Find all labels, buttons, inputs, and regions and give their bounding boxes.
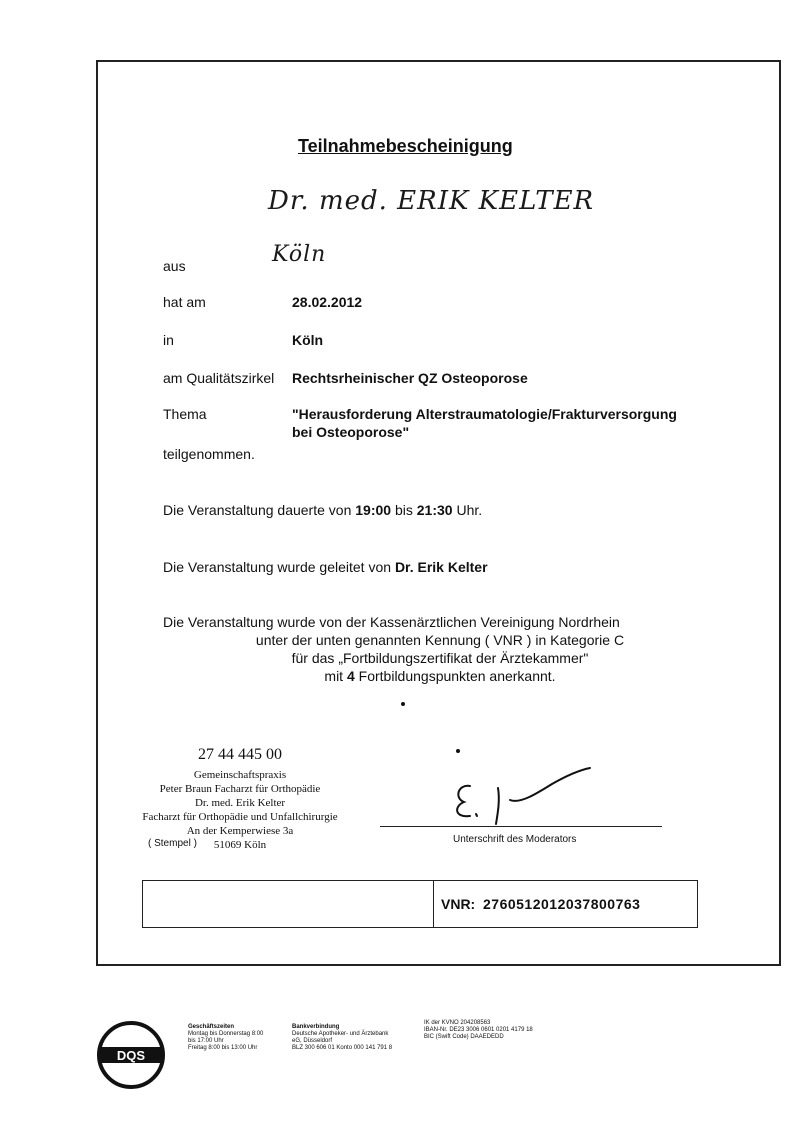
svg-text:DQS: DQS	[116, 1048, 146, 1063]
stamp-line-3: Dr. med. Erik Kelter	[194, 797, 286, 809]
recognition-line-3: für das „Fortbildungszertifikat der Ärztekammer"	[291, 650, 589, 666]
label-hat-am: hat am	[163, 294, 206, 310]
footer-bank-title: Bankverbindung	[292, 1024, 340, 1030]
stamp-line-6: 51069 Köln	[213, 839, 267, 851]
thema-line-1: "Herausforderung Alterstraumatologie/Frakturversorgung	[292, 406, 677, 422]
dot-mark	[401, 702, 405, 706]
recognition-line-1: Die Veranstaltung wurde von der Kassenärztlichen Vereinigung Nordrhein	[163, 614, 620, 630]
recognition-points-prefix: mit	[324, 668, 347, 684]
vnr-box	[142, 880, 698, 928]
stamp-line-4: Facharzt für Orthopädie und Unfallchirurgie	[142, 811, 338, 823]
footer-bank-3: BLZ 300 606 01 Konto 000 141 791 8	[292, 1045, 393, 1051]
date-value: 28.02.2012	[292, 294, 363, 310]
stamp-line-2: Peter Braun Facharzt für Orthopädie	[159, 783, 321, 795]
signature-label: Unterschrift des Moderators	[453, 834, 577, 845]
certificate-title: Teilnahmebescheinigung	[298, 136, 513, 156]
footer-bank-1: Deutsche Apotheker- und Ärztebank	[292, 1031, 389, 1037]
duration-suffix: Uhr.	[452, 502, 483, 518]
stamp-line-1: Gemeinschaftspraxis	[193, 769, 287, 781]
label-qz: am Qualitätszirkel	[163, 370, 275, 386]
duration-prefix: Die Veranstaltung dauerte von	[163, 502, 356, 518]
footer-bic: BIC (Swift Code) DAAEDEDD	[424, 1034, 504, 1040]
footer-hours-title: Geschäftszeiten	[188, 1024, 235, 1030]
place-value: Köln	[292, 332, 324, 348]
dot-mark	[456, 749, 460, 753]
origin-handwritten: Köln	[272, 242, 327, 267]
footer-hours-2: bis 17:00 Uhr	[188, 1038, 224, 1044]
recognition-line-4	[120, 668, 760, 684]
recognition-points: 4	[346, 668, 355, 684]
stamp-label: ( Stempel )	[148, 838, 197, 849]
vnr-divider	[433, 881, 434, 927]
footer-hours	[188, 1024, 263, 1052]
label-aus: aus	[163, 258, 186, 274]
recognition-line-2: unter der unten genannten Kennung ( VNR ) in Kategorie C	[255, 632, 625, 648]
moderator-signature	[440, 764, 620, 828]
vnr-value: 2760512012037800763	[483, 896, 641, 912]
stamp-number: 27 44 445 00	[198, 746, 282, 763]
recognition-points-suffix: Fortbildungspunkten anerkannt.	[354, 668, 556, 684]
footer-ids	[424, 1020, 533, 1041]
participant-name-handwritten: Dr. med. ERIK KELTER	[268, 186, 595, 216]
stamp-line-5: An der Kemperwiese 3a	[186, 825, 294, 837]
duration-sentence	[163, 502, 482, 518]
label-in: in	[163, 332, 174, 348]
footer-ik: IK der KVNO 204208563	[424, 1020, 491, 1026]
duration-start: 19:00	[355, 502, 392, 518]
leader-sentence	[163, 559, 488, 575]
qz-name-value: Rechtsrheinischer QZ Osteoporose	[292, 370, 528, 386]
label-thema: Thema	[163, 406, 207, 422]
footer-hours-3: Freitag 8:00 bis 13:00 Uhr	[188, 1045, 258, 1051]
thema-line-2: bei Osteoporose"	[292, 424, 410, 440]
footer-bank	[292, 1024, 392, 1052]
leader-prefix: Die Veranstaltung wurde geleitet von	[163, 559, 395, 575]
signature-line	[380, 826, 662, 827]
footer-hours-1: Montag bis Donnerstag 8:00	[188, 1031, 264, 1037]
duration-mid: bis	[391, 502, 417, 518]
leader-name: Dr. Erik Kelter	[394, 559, 488, 575]
footer-bank-2: eG, Düsseldorf	[292, 1038, 333, 1044]
footer-iban: IBAN-Nr. DE23 3006 0601 0201 4179 18	[424, 1027, 533, 1033]
vnr-label: VNR:	[441, 896, 476, 912]
duration-end: 21:30	[416, 502, 453, 518]
dqs-logo-icon	[96, 1020, 166, 1090]
label-teilgenommen: teilgenommen.	[163, 446, 255, 462]
practice-stamp	[100, 768, 380, 852]
